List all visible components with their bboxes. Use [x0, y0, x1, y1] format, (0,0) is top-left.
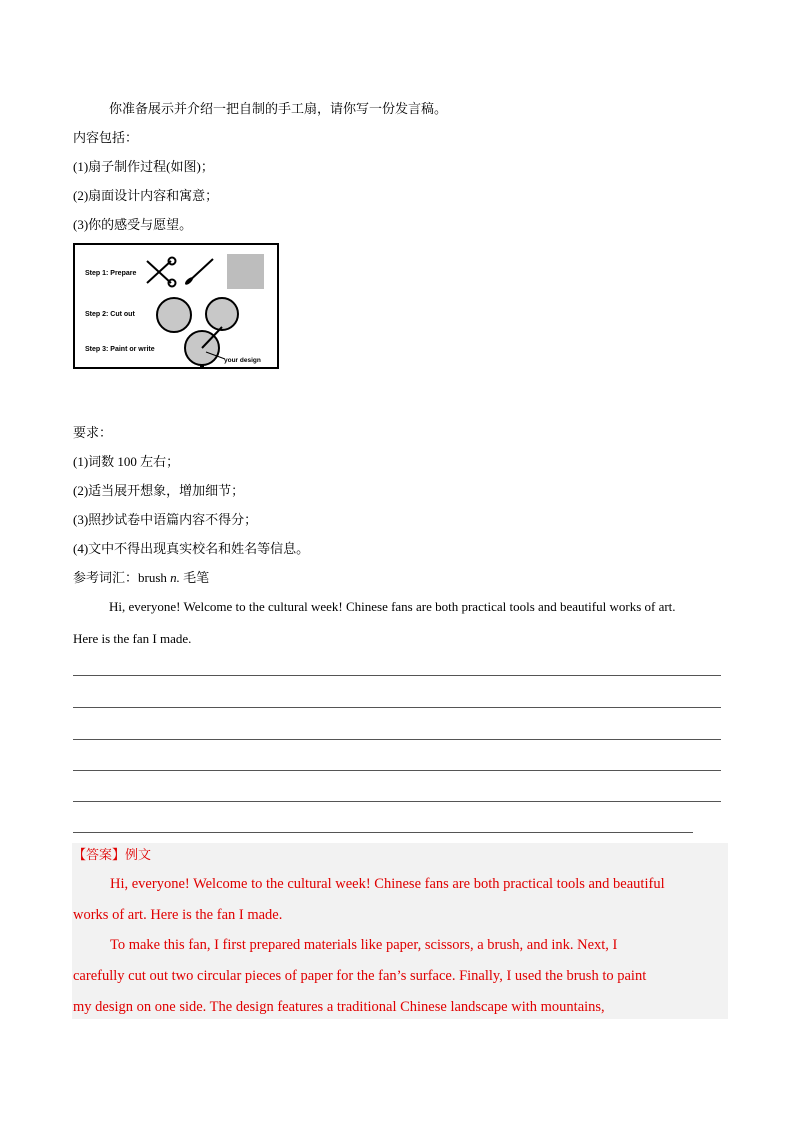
- circle-paper: [157, 298, 191, 332]
- reference-vocab: [73, 569, 209, 587]
- task-intro: 你准备展示并介绍一把自制的手工扇，请你写一份发言稿。: [109, 101, 448, 116]
- fan-icon: [185, 327, 225, 367]
- content-item: (1)扇子制作过程(如图)；: [73, 159, 214, 174]
- content-heading: 内容包括：: [73, 130, 139, 145]
- fan-steps-illustration: [75, 245, 277, 367]
- vocab-meaning: 毛笔: [179, 570, 210, 585]
- writing-line[interactable]: [73, 801, 721, 802]
- answer-line: Hi, everyone! Welcome to the cultural week! Chinese fans are both practical tools and beautiful: [110, 876, 665, 892]
- writing-line[interactable]: [73, 832, 693, 833]
- content-item: (3)你的感受与愿望。: [73, 217, 193, 232]
- circle-paper: [206, 298, 238, 330]
- answer-tag: 【答案】例文: [73, 847, 152, 862]
- writing-line[interactable]: [73, 770, 721, 771]
- paper-square: [227, 254, 264, 289]
- answer-line: my design on one side. The design features a traditional Chinese landscape with mountains,: [73, 999, 605, 1015]
- writing-line[interactable]: [73, 739, 721, 740]
- scissors-icon: [147, 258, 176, 287]
- answer-box: [72, 843, 728, 1019]
- writing-line[interactable]: [73, 675, 721, 676]
- step3-label: Step 3: Paint or write: [85, 346, 155, 353]
- opening-line: Here is the fan I made.: [73, 631, 192, 646]
- brush-icon: [184, 259, 213, 286]
- your-design-label: your design: [224, 357, 261, 364]
- requirement-item: (3)照抄试卷中语篇内容不得分；: [73, 512, 258, 527]
- requirement-item: (4)文中不得出现真实校名和姓名等信息。: [73, 541, 310, 556]
- answer-line: To make this fan, I first prepared materials like paper, scissors, a brush, and ink. Next, I: [110, 937, 618, 953]
- step2-label: Step 2: Cut out: [85, 311, 135, 318]
- answer-line: works of art. Here is the fan I made.: [73, 907, 283, 923]
- fan-making-figure: [73, 243, 279, 369]
- content-item: (2)扇面设计内容和寓意；: [73, 188, 219, 203]
- requirements-heading: 要求：: [73, 425, 113, 440]
- vocab-pos: n.: [170, 570, 180, 585]
- answer-line: carefully cut out two circular pieces of paper for the fan’s surface. Finally, I used the brush to paint: [73, 968, 647, 984]
- requirement-item: (2)适当展开想象，增加细节；: [73, 483, 245, 498]
- opening-line: Hi, everyone! Welcome to the cultural week! Chinese fans are both practical tools and beautiful works of art.: [109, 599, 676, 614]
- writing-line[interactable]: [73, 707, 721, 708]
- step1-label: Step 1: Prepare: [85, 270, 137, 277]
- vocab-prefix: 参考词汇：brush: [73, 570, 171, 585]
- requirement-item: (1)词数 100 左右；: [73, 454, 180, 469]
